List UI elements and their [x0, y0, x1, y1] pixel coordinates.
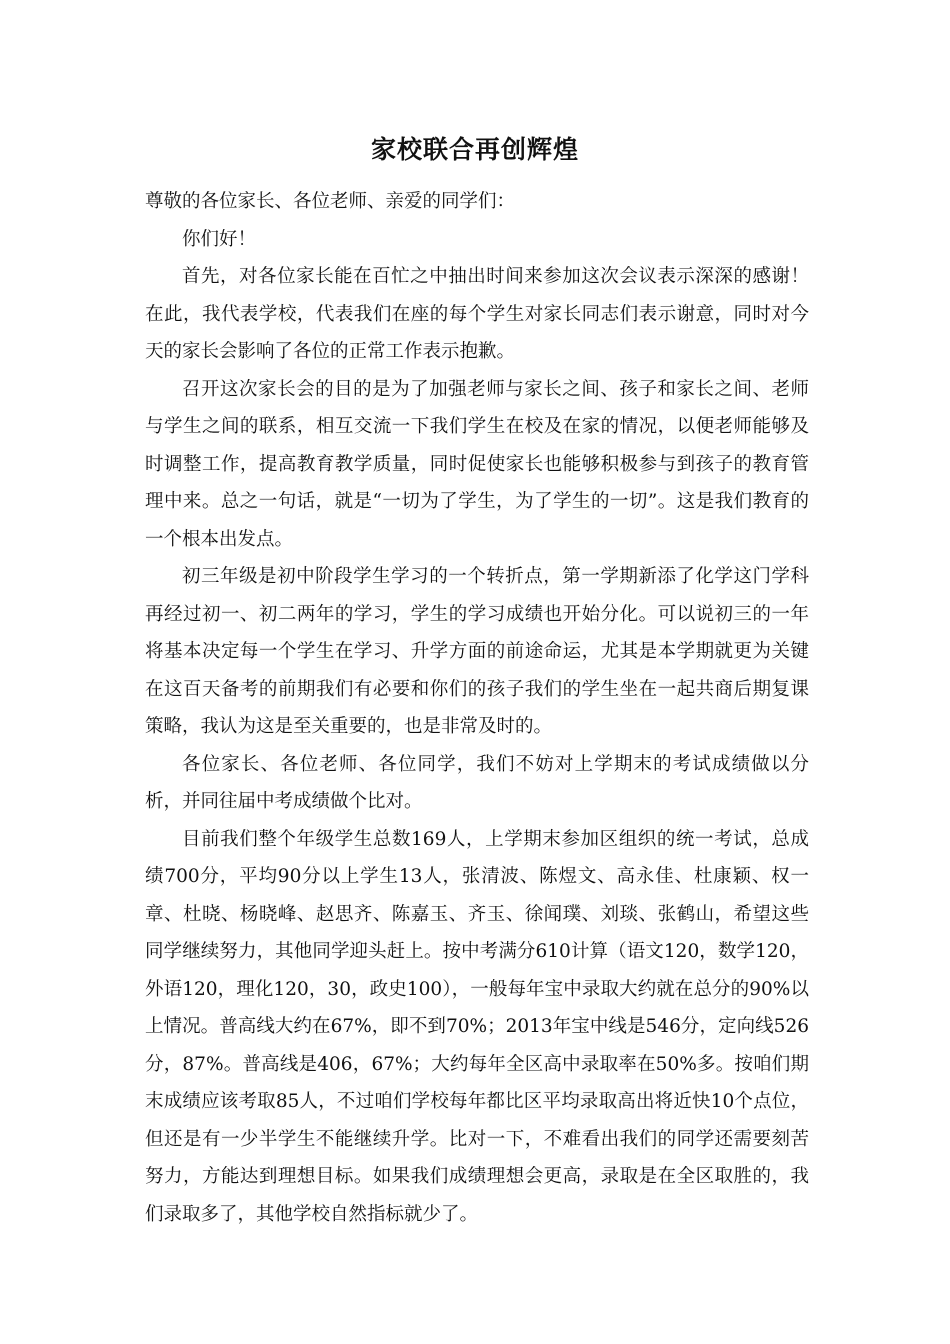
paragraph-grade-nine: 初三年级是初中阶段学生学习的一个转折点，第一学期新添了化学这门学科再经过初一、初二两年的学习，学生的学习成绩也开始分化。可以说初三的一年将基本决定每一个学生在学习、升学方面的前途命运，尤其是本学期就更为关键在这百天备考的前期我们有必要和你们的孩子我们的学生坐在一起共商后期复课策略，我认为这是至关重要的，也是非常及时的。 — [145, 566, 809, 737]
paragraph-statistics: 目前我们整个年级学生总数169人，上学期末参加区组织的统一考试，总成绩700分，平均90分以上学生13人，张清波、陈煜文、高永佳、杜康颖、权一章、杜晓、杨晓峰、赵思齐、陈嘉玉、齐玉、徐闻璞、刘琰、张鹤山，希望这些同学继续努力，其他同学迎头赶上。按中考满分610计算（语文120，数学120，外语120，理化120，30，政史100），一般每年宝中录取大约就在总分的90%以上情况。普高线大约在67%，即不到70%；2013年宝中线是546分，定向线526分，87%。普高线是406，67%；大约每年全区高中录取率在50%多。按咱们期末成绩应该考取85人，不过咱们学校每年都比区平均录取高出将近快10个点位，但还是有一少半学生不能继续升学。比对一下，不难看出我们的同学还需要刻苦努力，方能达到理想目标。如果我们成绩理想会更高，录取是在全区取胜的，我们录取多了，其他学校自然指标就少了。 — [145, 828, 809, 1225]
paragraph-purpose: 召开这次家长会的目的是为了加强老师与家长之间、孩子和家长之间、老师与学生之间的联系，相互交流一下我们学生在校及在家的情况，以便老师能够及时调整工作，提高教育教学质量，同时促使家长也能够积极参与到孩子的教育管理中来。总之一句话，就是“一切为了学生，为了学生的一切”。这是我们教育的一个根本出发点。 — [145, 378, 809, 550]
paragraph-analysis-intro: 各位家长、各位老师、各位同学，我们不妨对上学期末的考试成绩做以分析，并同往届中考成绩做个比对。 — [145, 753, 809, 812]
salutation: 尊敬的各位家长、各位老师、亲爱的同学们： — [145, 191, 516, 212]
paragraph-thanks: 首先，对各位家长能在百忙之中抽出时间来参加这次会议表示深深的感谢！在此，我代表学校，代表我们在座的每个学生对家长同志们表示谢意，同时对今天的家长会影响了各位的正常工作表示抱歉。 — [145, 266, 809, 362]
greeting: 你们好！ — [182, 228, 257, 250]
document-title: 家校联合再创辉煌 — [370, 135, 579, 164]
document-body — [145, 183, 809, 1233]
